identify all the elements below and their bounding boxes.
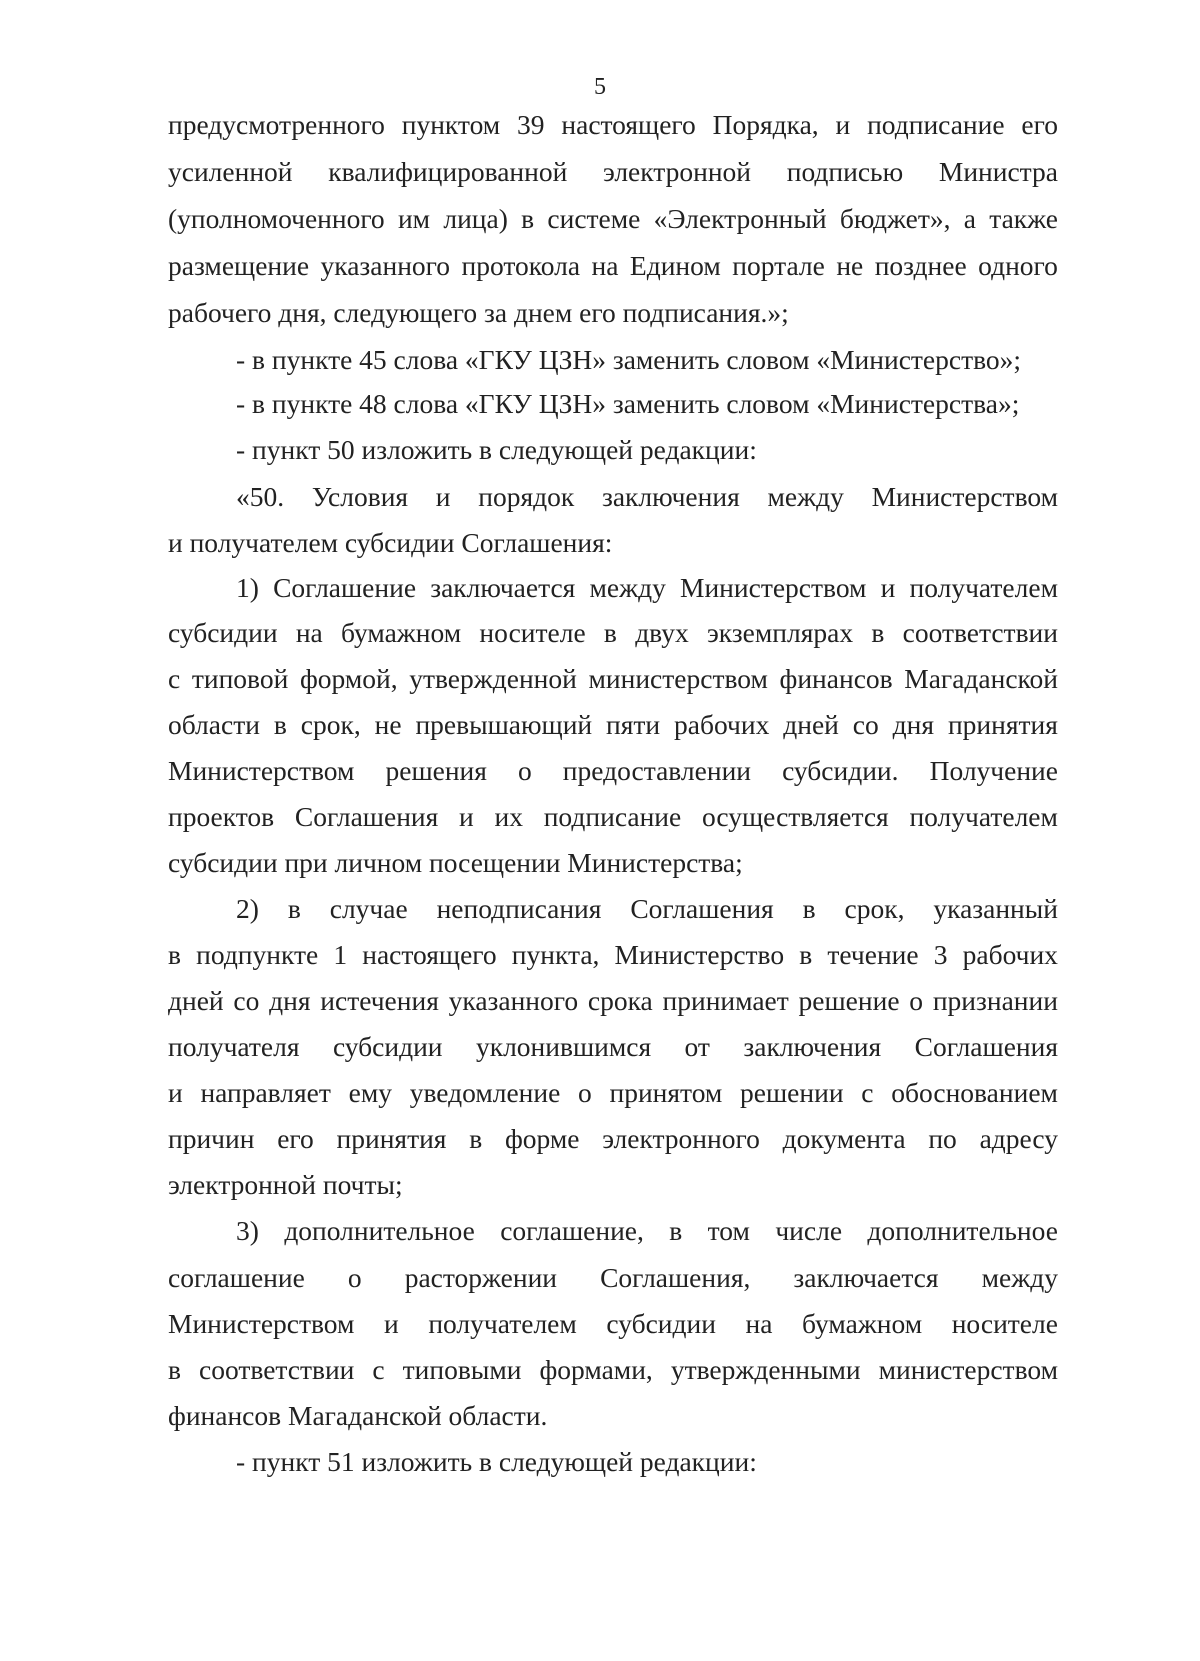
word: срок, bbox=[844, 893, 905, 924]
text-line: - пункт 50 изложить в следующей редакции: bbox=[236, 434, 757, 465]
text-line: рабочего дня, следующего за днем его подписания.»; bbox=[168, 297, 789, 328]
word: их bbox=[494, 801, 523, 832]
text-line bbox=[236, 1214, 1058, 1248]
word: области bbox=[168, 709, 260, 740]
word: настоящего bbox=[362, 939, 497, 970]
word: формами, bbox=[539, 1354, 653, 1385]
word: и bbox=[168, 1077, 183, 1108]
word: на bbox=[745, 1308, 773, 1339]
word: субсидии bbox=[332, 1031, 443, 1062]
word: направляет bbox=[200, 1077, 331, 1108]
word: проектов bbox=[168, 801, 275, 832]
text-line: - пункт 51 изложить в следующей редакции: bbox=[236, 1446, 757, 1477]
word: соглашение, bbox=[500, 1215, 644, 1246]
word: 1 bbox=[333, 939, 348, 970]
word: заключения bbox=[601, 481, 740, 512]
word: течение bbox=[827, 939, 919, 970]
word: в bbox=[469, 1123, 483, 1154]
word: министерством bbox=[878, 1354, 1058, 1385]
word: Соглашения bbox=[294, 801, 439, 832]
word: размещение bbox=[168, 250, 310, 281]
word: типовой bbox=[191, 663, 289, 694]
text-line bbox=[168, 155, 1058, 189]
word: 3) bbox=[236, 1215, 259, 1246]
word: предусмотренного bbox=[168, 109, 385, 140]
word: «Электронный bbox=[653, 203, 827, 234]
word: в bbox=[802, 893, 816, 924]
word: со bbox=[233, 985, 260, 1016]
word: осуществляется bbox=[701, 801, 889, 832]
word: ему bbox=[348, 1077, 392, 1108]
word: том bbox=[707, 1215, 750, 1246]
word: не bbox=[374, 709, 402, 740]
word: также bbox=[989, 203, 1058, 234]
word: уведомление bbox=[409, 1077, 561, 1108]
word: Условия bbox=[311, 481, 409, 512]
word: Министра bbox=[938, 156, 1058, 187]
word: получателем bbox=[428, 1308, 577, 1339]
word: Соглашения, bbox=[600, 1262, 751, 1293]
word: (уполномоченного bbox=[168, 203, 385, 234]
text-line bbox=[168, 249, 1058, 283]
word: подписание bbox=[543, 801, 682, 832]
word: министерством bbox=[588, 663, 768, 694]
word: настоящего bbox=[561, 109, 696, 140]
word: Министерство bbox=[614, 939, 785, 970]
word: между bbox=[767, 481, 844, 512]
word: протокола bbox=[461, 250, 581, 281]
word: позднее bbox=[874, 250, 967, 281]
word: Получение bbox=[929, 755, 1058, 786]
word: и bbox=[880, 572, 896, 603]
text-line bbox=[168, 1122, 1058, 1156]
word: Магаданской bbox=[904, 663, 1058, 694]
text-line bbox=[236, 892, 1058, 926]
word: дней bbox=[783, 709, 839, 740]
word: получателем bbox=[909, 801, 1058, 832]
text-line bbox=[168, 662, 1058, 696]
word: Едином bbox=[629, 250, 721, 281]
word: бумажном bbox=[802, 1308, 923, 1339]
word: Министерством bbox=[871, 481, 1058, 512]
word: дополнительное bbox=[867, 1215, 1058, 1246]
word: принимает bbox=[662, 985, 789, 1016]
word: срок, bbox=[300, 709, 361, 740]
word: экземплярах bbox=[707, 617, 854, 648]
word: а bbox=[963, 203, 976, 234]
word: на bbox=[295, 617, 323, 648]
word: по bbox=[928, 1123, 957, 1154]
word: субсидии bbox=[606, 1308, 716, 1339]
word: дня bbox=[892, 709, 935, 740]
word: порядок bbox=[478, 481, 575, 512]
word: с bbox=[861, 1077, 874, 1108]
word: соглашение bbox=[168, 1262, 305, 1293]
text-line bbox=[168, 800, 1058, 834]
word: дня bbox=[269, 985, 311, 1016]
text-line bbox=[168, 1076, 1058, 1110]
word: Министерством bbox=[168, 1308, 355, 1339]
word: пункта, bbox=[511, 939, 600, 970]
word: соответствии bbox=[902, 617, 1058, 648]
word: портале bbox=[732, 250, 825, 281]
word: носителе bbox=[951, 1308, 1058, 1339]
word: документа bbox=[782, 1123, 906, 1154]
word: Министерством bbox=[680, 572, 867, 603]
word: уклонившимся bbox=[475, 1031, 652, 1062]
word: Соглашение bbox=[273, 572, 417, 603]
word: формой, bbox=[299, 663, 398, 694]
text-line: - в пункте 45 слова «ГКУ ЦЗН» заменить словом «Министерство»; bbox=[236, 344, 1022, 375]
word: расторжении bbox=[404, 1262, 558, 1293]
word: предоставлении bbox=[562, 755, 751, 786]
word: системе bbox=[547, 203, 641, 234]
word: случае bbox=[329, 893, 408, 924]
text-line bbox=[168, 754, 1058, 788]
page-number: 5 bbox=[594, 74, 606, 100]
word: электронной bbox=[603, 156, 752, 187]
word: типовыми bbox=[402, 1354, 522, 1385]
word: решения bbox=[385, 755, 487, 786]
word: и bbox=[435, 481, 451, 512]
word: заключения bbox=[743, 1031, 882, 1062]
word: бумажном bbox=[341, 617, 462, 648]
word: в bbox=[799, 939, 813, 970]
word: со bbox=[852, 709, 879, 740]
word: Соглашения bbox=[914, 1031, 1058, 1062]
word: в bbox=[273, 709, 287, 740]
text-line bbox=[168, 1353, 1058, 1387]
word: решение bbox=[798, 985, 900, 1016]
text-line bbox=[168, 984, 1058, 1018]
word: признании bbox=[932, 985, 1058, 1016]
word: указанного bbox=[448, 985, 579, 1016]
word: адресу bbox=[979, 1123, 1058, 1154]
word: финансов bbox=[779, 663, 893, 694]
word: субсидии. bbox=[782, 755, 899, 786]
word: числе bbox=[775, 1215, 843, 1246]
word: в bbox=[603, 617, 617, 648]
word: и bbox=[459, 801, 474, 832]
word: получателем bbox=[909, 572, 1058, 603]
word: с bbox=[372, 1354, 385, 1385]
text-line: - в пункте 48 слова «ГКУ ЦЗН» заменить словом «Министерства»; bbox=[236, 388, 1020, 419]
word: 3 bbox=[933, 939, 948, 970]
text-line bbox=[168, 938, 1058, 972]
text-line: субсидии при личном посещении Министерства; bbox=[168, 847, 743, 878]
word: 1) bbox=[236, 572, 259, 603]
word: в bbox=[521, 203, 535, 234]
word: о bbox=[909, 985, 924, 1016]
text-line bbox=[236, 571, 1058, 605]
word: принятия bbox=[947, 709, 1058, 740]
word: в bbox=[168, 939, 181, 970]
word: подписью bbox=[786, 156, 904, 187]
text-line bbox=[168, 708, 1058, 742]
word: превышающий bbox=[415, 709, 593, 740]
word: субсидии bbox=[168, 617, 278, 648]
text-line bbox=[168, 616, 1058, 650]
word: пунктом bbox=[401, 109, 501, 140]
word: дней bbox=[168, 985, 224, 1016]
word: квалифицированной bbox=[328, 156, 568, 187]
word: и bbox=[835, 109, 851, 140]
word: от bbox=[684, 1031, 710, 1062]
word: неподписания bbox=[436, 893, 602, 924]
word: решении bbox=[740, 1077, 844, 1108]
word: подписание bbox=[867, 109, 1005, 140]
word: указанный bbox=[933, 893, 1058, 924]
word: Министерством bbox=[168, 755, 355, 786]
word: срока bbox=[587, 985, 653, 1016]
word: Соглашения bbox=[630, 893, 774, 924]
word: 2) bbox=[236, 893, 259, 924]
word: утвержденными bbox=[670, 1354, 861, 1385]
text-line bbox=[236, 480, 1058, 514]
word: утвержденной bbox=[409, 663, 577, 694]
text-line: электронной почты; bbox=[168, 1169, 403, 1200]
word: в bbox=[669, 1215, 683, 1246]
text-line bbox=[168, 1307, 1058, 1341]
word: обоснованием bbox=[891, 1077, 1058, 1108]
word: о bbox=[517, 755, 532, 786]
word: истечения bbox=[320, 985, 439, 1016]
word: в bbox=[168, 1354, 181, 1385]
word: получателя bbox=[168, 1031, 300, 1062]
word: 39 bbox=[517, 109, 545, 140]
word: его bbox=[1021, 109, 1058, 140]
word: на bbox=[591, 250, 619, 281]
text-line: финансов Магаданской области. bbox=[168, 1400, 548, 1431]
word: в bbox=[287, 893, 301, 924]
word: принятом bbox=[609, 1077, 723, 1108]
word: лица) bbox=[443, 203, 508, 234]
text-line bbox=[168, 108, 1058, 142]
word: электронного bbox=[602, 1123, 760, 1154]
word: о bbox=[347, 1262, 362, 1293]
word: подпункте bbox=[196, 939, 319, 970]
word: им bbox=[397, 203, 431, 234]
text-line: и получателем субсидии Соглашения: bbox=[168, 527, 613, 558]
word: заключается bbox=[430, 572, 576, 603]
word: между bbox=[589, 572, 666, 603]
word: рабочих bbox=[674, 709, 770, 740]
text-line bbox=[168, 202, 1058, 236]
word: заключается bbox=[793, 1262, 939, 1293]
word: рабочих bbox=[962, 939, 1058, 970]
word: в bbox=[871, 617, 885, 648]
word: не bbox=[836, 250, 864, 281]
word: с bbox=[168, 663, 181, 694]
word: и bbox=[384, 1308, 399, 1339]
word: форме bbox=[504, 1123, 580, 1154]
word: Порядка, bbox=[712, 109, 819, 140]
word: принятия bbox=[336, 1123, 447, 1154]
word: носителе bbox=[479, 617, 586, 648]
word: бюджет», bbox=[839, 203, 951, 234]
word: о bbox=[578, 1077, 592, 1108]
text-line bbox=[168, 1261, 1058, 1295]
word: усиленной bbox=[168, 156, 293, 187]
word: указанного bbox=[320, 250, 451, 281]
word: двух bbox=[635, 617, 689, 648]
word: одного bbox=[978, 250, 1058, 281]
word: соответствии bbox=[199, 1354, 355, 1385]
text-line bbox=[168, 1030, 1058, 1064]
word: причин bbox=[168, 1123, 255, 1154]
word: дополнительное bbox=[284, 1215, 475, 1246]
word: пяти bbox=[606, 709, 661, 740]
word: его bbox=[277, 1123, 314, 1154]
word: между bbox=[981, 1262, 1058, 1293]
word: «50. bbox=[236, 481, 285, 512]
